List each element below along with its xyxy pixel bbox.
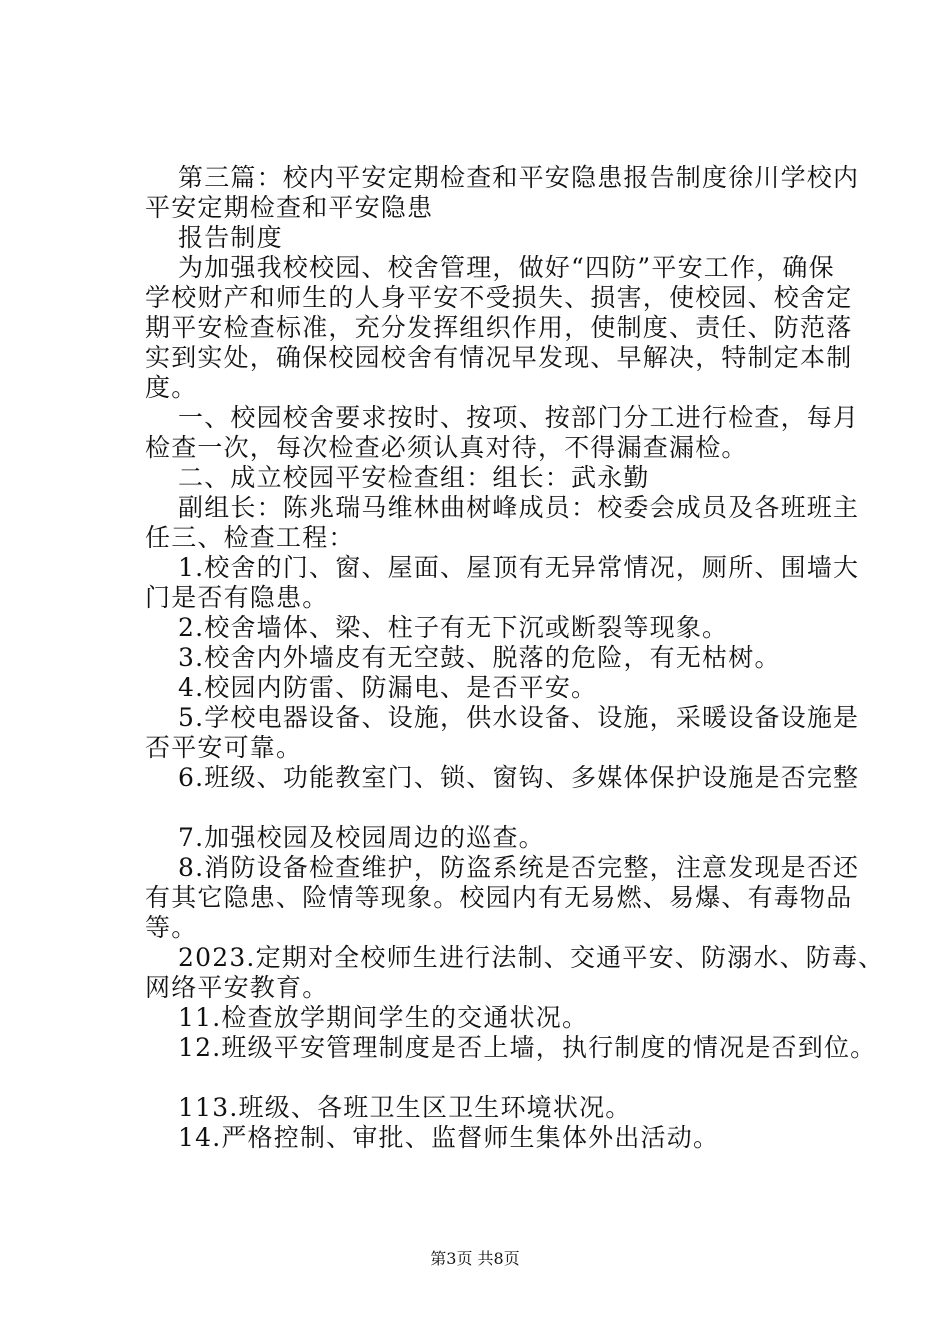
paragraph-line: 一、校园校舍要求按时、按项、按部门分工进行检查，每月 [178,403,860,432]
list-item: 网络平安教育。 [145,973,329,1002]
paragraph-line: 实到实处，确保校园校舍有情况早发现、早解决，特制定本制 [145,343,853,372]
paragraph-line: 平安定期检查和平安隐患 [145,193,434,222]
list-item: 2023.定期对全校师生进行法制、交通平安、防溺水、防毒、 [178,943,885,972]
list-item: 8.消防设备检查维护，防盗系统是否完整，注意发现是否还 [178,853,860,882]
list-item: 2.校舍墙体、梁、柱子有无下沉或断裂等现象。 [178,613,729,642]
list-item: 7.加强校园及校园周边的巡查。 [178,823,545,852]
list-item: 否平安可靠。 [145,733,303,762]
list-item: 5.学校电器设备、设施，供水设备、设施，采暖设备设施是 [178,703,860,732]
list-item: 113.班级、各班卫生区卫生环境状况。 [178,1093,632,1122]
list-item: 12.班级平安管理制度是否上墙，执行制度的情况是否到位。 [178,1033,877,1062]
paragraph-line: 为加强我校校园、校舍管理，做好“四防”平安工作，确保 [178,253,835,282]
list-item: 4.校园内防雷、防漏电、是否平安。 [178,673,598,702]
paragraph-line: 学校财产和师生的人身平安不受损失、损害，使校园、校舍定 [145,283,853,312]
paragraph-line: 报告制度 [178,223,283,252]
list-item: 1.校舍的门、窗、屋面、屋顶有无异常情况，厕所、围墙大 [178,553,860,582]
paragraph-line: 二、成立校园平安检查组：组长：武永勤 [178,463,650,492]
paragraph-line: 度。 [145,373,198,402]
list-item: 14.严格控制、审批、监督师生集体外出活动。 [178,1123,720,1152]
paragraph-line: 副组长：陈兆瑞马维林曲树峰成员：校委会成员及各班班主 [178,493,860,522]
list-item: 3.校舍内外墙皮有无空鼓、脱落的危险，有无枯树。 [178,643,781,672]
paragraph-line: 检查一次，每次检查必须认真对待，不得漏查漏检。 [145,433,748,462]
paragraph-line: 任三、检查工程： [145,523,355,552]
list-item: 6.班级、功能教室门、锁、窗钩、多媒体保护设施是否完整 [178,763,860,792]
list-item: 门是否有隐患。 [145,583,329,612]
list-item: 等。 [145,913,198,942]
paragraph-line: 期平安检查标准，充分发挥组织作用，使制度、责任、防范落 [145,313,853,342]
paragraph-line: 第三篇：校内平安定期检查和平安隐患报告制度徐川学校内 [178,163,860,192]
list-item: 11.检查放学期间学生的交通状况。 [178,1003,589,1032]
page-number-footer: 第3页 共8页 [430,1249,520,1268]
list-item: 有其它隐患、险情等现象。校园内有无易燃、易爆、有毒物品 [145,883,853,912]
